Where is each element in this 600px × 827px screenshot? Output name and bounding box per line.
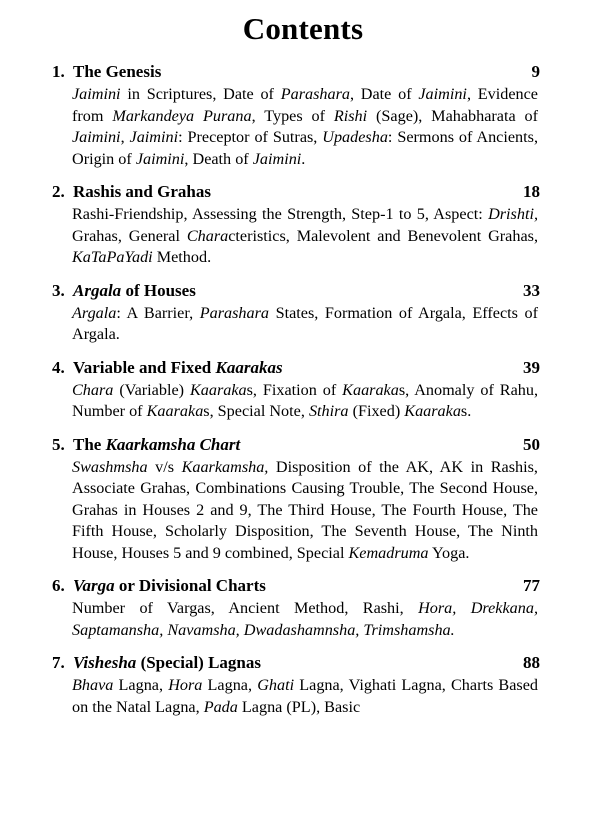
- text-run-roman: Grahas, General: [72, 226, 187, 245]
- text-run-italic: Argala: [72, 303, 117, 322]
- text-run-italic: Kaaraka: [404, 402, 461, 420]
- toc-entry-number: 2.: [52, 182, 65, 201]
- toc-entry-heading[interactable]: [52, 181, 540, 202]
- text-run-roman: Lagna,: [202, 676, 258, 694]
- text-run-italic: Swashmsha: [72, 457, 148, 476]
- toc-entry-title[interactable]: [73, 652, 518, 673]
- toc-entry-title[interactable]: [73, 434, 518, 455]
- text-run-roman: cteristics, Malevolent and Benevolent Grahas,: [228, 226, 538, 245]
- toc-entry-description: [52, 457, 540, 565]
- text-run-italic: Parashara: [280, 85, 350, 103]
- text-run-roman: (Sage), Mahabharata of: [367, 106, 539, 125]
- toc-entry-heading[interactable]: [52, 357, 540, 378]
- toc-entry-description: [52, 380, 540, 423]
- text-run-roman: , Death of: [184, 149, 253, 168]
- toc-entry-description: [52, 598, 540, 641]
- text-run-italic: Parashara: [199, 303, 269, 322]
- text-run-italic: Jaimini: [129, 128, 179, 146]
- toc-entry-page-number[interactable]: 50: [523, 434, 540, 454]
- toc-entry[interactable]: [52, 652, 540, 718]
- toc-entry-number: 1.: [52, 62, 65, 81]
- text-run-roman: : A Barrier,: [116, 303, 200, 322]
- text-run-italic: Drishti,: [488, 205, 538, 223]
- text-run-roman: s, Fixation of: [246, 380, 343, 399]
- text-run-italic: Hora, Drekkana, Saptamansha, Navamsha, Dwadashamnsha, Trimshamsha.: [72, 599, 538, 639]
- text-run-italic: Kaaraka: [342, 380, 399, 399]
- toc-entry-page-number[interactable]: 39: [523, 357, 540, 377]
- text-run-roman: Rashis and Grahas: [73, 182, 211, 201]
- toc-entry-heading[interactable]: [52, 280, 540, 301]
- toc-entry[interactable]: [52, 575, 540, 641]
- toc-entry-page-number[interactable]: 88: [523, 653, 540, 672]
- toc-entry[interactable]: [52, 357, 540, 423]
- toc-entry-number: 3.: [52, 280, 65, 300]
- toc-page: [0, 13, 600, 827]
- text-run-italic: Jaimini: [135, 149, 185, 168]
- toc-entry-heading[interactable]: [52, 434, 540, 455]
- text-run-italic: Jaimini: [252, 149, 302, 168]
- toc-entry-number: 5.: [52, 434, 65, 454]
- text-run-italic: Hora: [168, 676, 203, 694]
- text-run-italic: Kaarkamsha,: [181, 457, 269, 476]
- text-run-roman: States, Formation of Argala, Effects of Argala.: [72, 303, 538, 343]
- toc-entry-title[interactable]: [73, 357, 518, 378]
- text-run-italic: Kemadruma: [348, 543, 429, 562]
- toc-entry-description: [52, 303, 540, 346]
- toc-entry-page-number[interactable]: 33: [523, 280, 540, 300]
- text-run-italic: Jaimini: [418, 85, 467, 103]
- toc-entry-description: [52, 675, 540, 718]
- text-run-italic: Upadesha: [322, 128, 388, 146]
- toc-entry-number: 7.: [52, 653, 65, 672]
- text-run-roman: Number of Vargas, Ancient Method, Rashi,: [72, 599, 419, 617]
- toc-entry-title[interactable]: [73, 61, 518, 82]
- text-run-italic: Rishi: [333, 106, 368, 125]
- text-run-roman: : Preceptor of Sutras,: [178, 128, 323, 146]
- text-run-roman: s, Anomaly of Rahu, Number of: [72, 380, 538, 420]
- toc-entry-title[interactable]: [73, 575, 518, 596]
- text-run-italic: Sthira: [308, 402, 349, 420]
- text-run-italic: Ghati: [257, 676, 295, 694]
- text-run-italic: Argala: [73, 280, 122, 300]
- toc-entry-heading[interactable]: [52, 652, 540, 673]
- text-run-italic: KaTaPaYadi: [72, 248, 153, 266]
- text-run-roman: v/s: [147, 457, 182, 476]
- text-run-roman: of Houses: [121, 280, 196, 300]
- text-run-roman: Lagna,: [113, 676, 169, 694]
- text-run-italic: Chara: [186, 226, 229, 245]
- toc-entry-page-number[interactable]: 18: [523, 182, 540, 201]
- text-run-roman: or Divisional Charts: [114, 576, 266, 595]
- toc-list: [0, 61, 600, 718]
- text-run-roman: The: [73, 434, 106, 454]
- toc-entry-heading[interactable]: [52, 575, 540, 596]
- text-run-italic: Markandeya Purana: [112, 106, 252, 125]
- text-run-roman: Lagna, Vighati Lagna, Charts Based on the Natal Lagna,: [72, 676, 538, 716]
- text-run-roman: ,: [120, 128, 130, 146]
- toc-entry[interactable]: [52, 61, 540, 170]
- toc-entry-heading[interactable]: [52, 61, 540, 82]
- text-run-roman: , Types of: [251, 106, 334, 125]
- text-run-roman: Variable and Fixed: [73, 357, 216, 377]
- text-run-roman: , Evidence from: [72, 85, 538, 125]
- text-run-italic: Kaarakas: [215, 357, 283, 377]
- text-run-roman: Lagna (PL), Basic: [237, 697, 361, 716]
- toc-entry-number: 4.: [52, 357, 65, 377]
- text-run-roman: Yoga.: [428, 543, 470, 562]
- text-run-roman: s, Special Note,: [203, 402, 309, 420]
- text-run-roman: (Variable): [113, 380, 190, 399]
- text-run-italic: Kaarkamsha Chart: [105, 434, 241, 454]
- text-run-roman: , Date of: [349, 85, 419, 103]
- text-run-roman: s.: [460, 402, 472, 420]
- text-run-italic: Vishesha: [73, 653, 137, 672]
- toc-entry[interactable]: [52, 280, 540, 346]
- text-run-italic: Varga: [73, 576, 115, 595]
- toc-entry-page-number[interactable]: 77: [523, 576, 540, 595]
- text-run-italic: Kaaraka: [189, 380, 247, 399]
- toc-entry-page-number[interactable]: 9: [531, 62, 540, 81]
- text-run-roman: Method.: [152, 248, 212, 266]
- toc-entry-number: 6.: [52, 576, 65, 595]
- text-run-italic: Kaaraka: [146, 402, 204, 420]
- toc-entry-description: [52, 84, 540, 170]
- text-run-italic: Jaimini: [72, 128, 121, 146]
- toc-entry[interactable]: [52, 181, 540, 269]
- text-run-roman: (Fixed): [348, 402, 405, 420]
- text-run-roman: .: [301, 149, 306, 168]
- page-title: Contents: [242, 11, 364, 46]
- text-run-italic: Pada: [203, 697, 238, 716]
- text-run-roman: (Special) Lagnas: [136, 653, 261, 672]
- toc-entry-title[interactable]: [73, 181, 518, 202]
- text-run-italic: Chara: [72, 380, 114, 399]
- text-run-roman: in Scriptures, Date of: [120, 85, 281, 103]
- text-run-italic: Jaimini: [72, 85, 121, 103]
- toc-entry[interactable]: [52, 434, 540, 565]
- toc-entry-title[interactable]: [73, 280, 518, 301]
- text-run-italic: Bhava: [72, 676, 114, 694]
- text-run-roman: The Genesis: [73, 62, 162, 81]
- text-run-roman: : Sermons of Ancients, Origin of: [72, 128, 538, 168]
- text-run-roman: Rashi-Friendship, Assessing the Strength, Step-1 to 5, Aspect:: [72, 205, 489, 223]
- text-run-roman: Disposition of the AK, AK in Rashis, Associate Grahas, Combinations Causing Trouble, The Second House, Grahas in Houses 2 and 9, The Third House, The Fourth House, The Fifth House, Scholarly Disposition, The Seventh House, The Ninth House, Houses 5 and 9 combined, Special: [72, 457, 538, 562]
- toc-entry-description: [52, 204, 540, 269]
